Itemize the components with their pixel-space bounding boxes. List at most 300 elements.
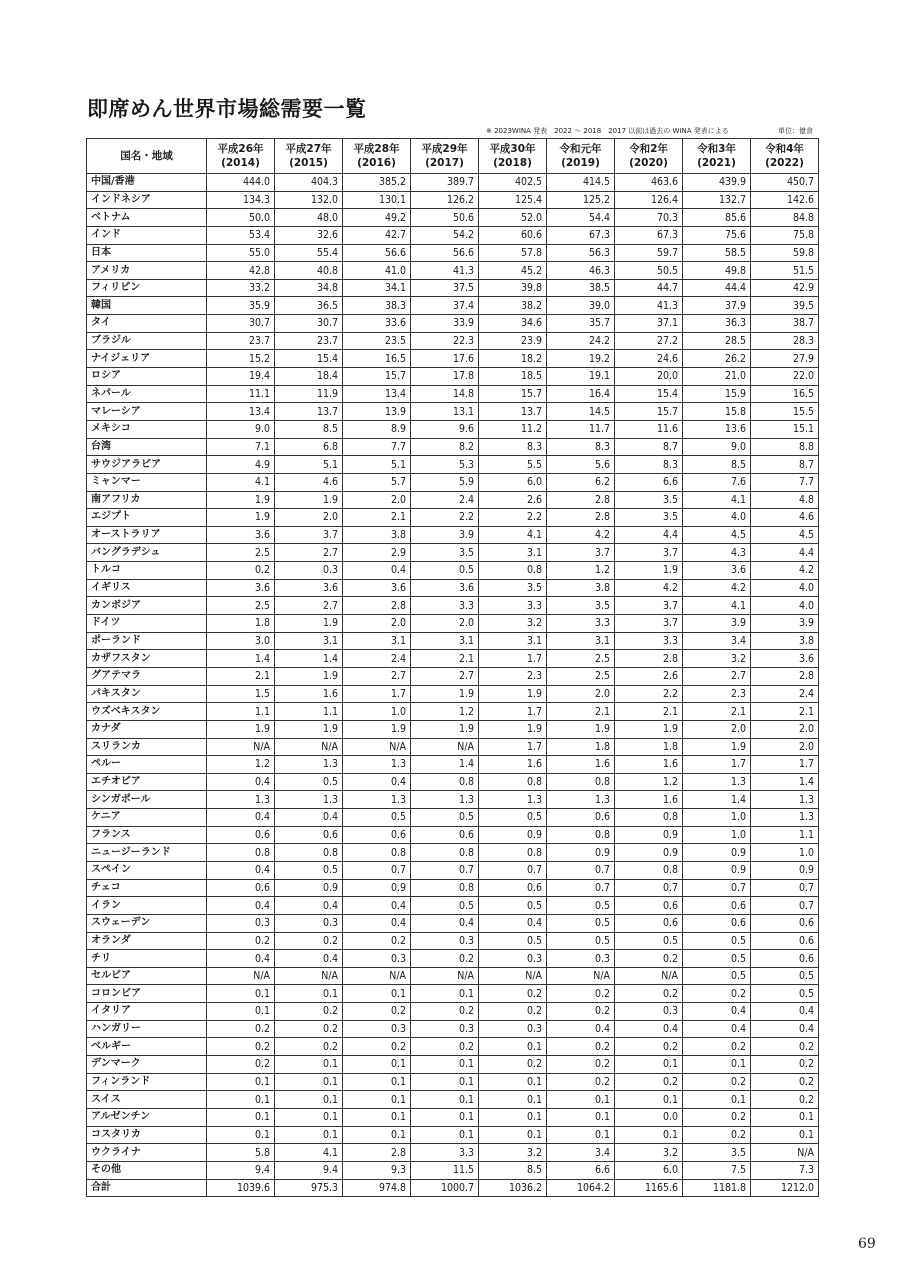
value-cell: 3.6 xyxy=(207,526,275,544)
value-cell: 1.3 xyxy=(343,791,411,809)
value-cell: 0.2 xyxy=(615,1073,683,1091)
value-cell: 36.5 xyxy=(275,297,343,315)
value-cell: 0.2 xyxy=(479,985,547,1003)
value-cell: 1.9 xyxy=(615,720,683,738)
region-name-cell: ベルギー xyxy=(87,1038,207,1056)
value-cell: 15.4 xyxy=(615,385,683,403)
value-cell: 0.3 xyxy=(479,950,547,968)
value-cell: 4.4 xyxy=(615,526,683,544)
value-cell: 22.3 xyxy=(411,332,479,350)
value-cell: 2.1 xyxy=(547,703,615,721)
value-cell: 0.2 xyxy=(207,1020,275,1038)
value-cell: 0.7 xyxy=(547,879,615,897)
value-cell: 4.1 xyxy=(479,526,547,544)
value-cell: 4.5 xyxy=(751,526,819,544)
value-cell: 6.6 xyxy=(615,473,683,491)
value-cell: 0.2 xyxy=(275,1003,343,1021)
value-cell: 38.5 xyxy=(547,279,615,297)
value-cell: 0.4 xyxy=(615,1020,683,1038)
value-cell: 2.8 xyxy=(343,597,411,615)
ad-label: (2014) xyxy=(221,157,260,169)
value-cell: 0.6 xyxy=(615,897,683,915)
value-cell: 1.9 xyxy=(275,720,343,738)
value-cell: 4.2 xyxy=(751,562,819,580)
region-name-cell: コロンビア xyxy=(87,985,207,1003)
value-cell: 0.1 xyxy=(343,1073,411,1091)
value-cell: 4.0 xyxy=(751,579,819,597)
table-row xyxy=(87,491,819,509)
value-cell: 15.7 xyxy=(479,385,547,403)
value-cell: 1.2 xyxy=(207,756,275,774)
value-cell: 2.8 xyxy=(547,491,615,509)
value-cell: 15.8 xyxy=(683,403,751,421)
value-cell: 0.4 xyxy=(343,914,411,932)
value-cell: 0.2 xyxy=(411,1038,479,1056)
value-cell: 0.1 xyxy=(343,1126,411,1144)
value-cell: 0.1 xyxy=(207,1091,275,1109)
table-row xyxy=(87,350,819,368)
value-cell: 2.1 xyxy=(411,650,479,668)
value-cell: 0.3 xyxy=(343,1020,411,1038)
value-cell: 52.0 xyxy=(479,209,547,227)
value-cell: 0.5 xyxy=(479,809,547,827)
value-cell: 0.2 xyxy=(207,1056,275,1074)
value-cell: 3.3 xyxy=(411,597,479,615)
value-cell: 130.1 xyxy=(343,191,411,209)
value-cell: 0.7 xyxy=(479,861,547,879)
value-cell: 3.2 xyxy=(479,615,547,633)
value-cell: 1.3 xyxy=(683,773,751,791)
region-name-cell: マレーシア xyxy=(87,403,207,421)
value-cell: 37.4 xyxy=(411,297,479,315)
region-name-cell: タイ xyxy=(87,315,207,333)
table-row xyxy=(87,579,819,597)
value-cell: 2.2 xyxy=(615,685,683,703)
value-cell: 18.4 xyxy=(275,368,343,386)
value-cell: 126.4 xyxy=(615,191,683,209)
value-cell: 60.6 xyxy=(479,226,547,244)
value-cell: 0.7 xyxy=(683,879,751,897)
value-cell: 4.1 xyxy=(683,597,751,615)
value-cell: 16.5 xyxy=(343,350,411,368)
region-name-cell: 合計 xyxy=(87,1179,207,1197)
value-cell: 1.9 xyxy=(275,615,343,633)
value-cell: 39.8 xyxy=(479,279,547,297)
value-cell: 0.2 xyxy=(207,1038,275,1056)
value-cell: 0.2 xyxy=(683,985,751,1003)
value-cell: 2.3 xyxy=(683,685,751,703)
value-cell: 3.6 xyxy=(683,562,751,580)
value-cell: N/A xyxy=(275,738,343,756)
value-cell: 0.2 xyxy=(275,932,343,950)
value-cell: 2.6 xyxy=(479,491,547,509)
value-cell: 5.1 xyxy=(275,456,343,474)
value-cell: 3.6 xyxy=(343,579,411,597)
era-label: 令和4年 xyxy=(765,143,804,155)
value-cell: 42.7 xyxy=(343,226,411,244)
value-cell: 1.3 xyxy=(479,791,547,809)
value-cell: 3.0 xyxy=(207,632,275,650)
region-name-cell: カンボジア xyxy=(87,597,207,615)
value-cell: 15.7 xyxy=(615,403,683,421)
value-cell: 1.9 xyxy=(411,685,479,703)
region-name-cell: デンマーク xyxy=(87,1056,207,1074)
value-cell: 1.9 xyxy=(343,720,411,738)
value-cell: 0.8 xyxy=(411,844,479,862)
value-cell: 0.1 xyxy=(207,1126,275,1144)
value-cell: 4.0 xyxy=(751,597,819,615)
value-cell: 0.6 xyxy=(275,826,343,844)
value-cell: 0.4 xyxy=(683,1020,751,1038)
region-name-cell: スイス xyxy=(87,1091,207,1109)
value-cell: 1.6 xyxy=(547,756,615,774)
value-cell: 1.4 xyxy=(683,791,751,809)
value-cell: 0.3 xyxy=(343,950,411,968)
value-cell: 6.2 xyxy=(547,473,615,491)
value-cell: 0.8 xyxy=(615,809,683,827)
value-cell: 9.4 xyxy=(275,1161,343,1179)
value-cell: 0.7 xyxy=(751,897,819,915)
value-cell: 51.5 xyxy=(751,262,819,280)
value-cell: 1.7 xyxy=(751,756,819,774)
value-cell: 0.1 xyxy=(207,985,275,1003)
value-cell: 9.6 xyxy=(411,420,479,438)
value-cell: 0.5 xyxy=(479,897,547,915)
value-cell: 0.8 xyxy=(411,879,479,897)
value-cell: 5.1 xyxy=(343,456,411,474)
value-cell: 2.5 xyxy=(207,597,275,615)
value-cell: 54.4 xyxy=(547,209,615,227)
value-cell: 0.9 xyxy=(615,826,683,844)
value-cell: 450.7 xyxy=(751,174,819,192)
value-cell: 24.2 xyxy=(547,332,615,350)
value-cell: 0.3 xyxy=(615,1003,683,1021)
value-cell: 0.4 xyxy=(343,773,411,791)
value-cell: 0.5 xyxy=(683,967,751,985)
value-cell: 0.1 xyxy=(275,1056,343,1074)
value-cell: 35.7 xyxy=(547,315,615,333)
value-cell: 0.1 xyxy=(751,1126,819,1144)
demand-table xyxy=(86,138,819,1197)
value-cell: 0.5 xyxy=(275,861,343,879)
value-cell: 1.9 xyxy=(683,738,751,756)
value-cell: 0.1 xyxy=(479,1108,547,1126)
value-cell: 0.9 xyxy=(683,844,751,862)
region-name-cell: トルコ xyxy=(87,562,207,580)
year-column-header xyxy=(343,139,411,174)
value-cell: 0.6 xyxy=(751,950,819,968)
value-cell: 2.5 xyxy=(207,544,275,562)
value-cell: 0.1 xyxy=(615,1091,683,1109)
value-cell: 1.3 xyxy=(275,756,343,774)
value-cell: 8.9 xyxy=(343,420,411,438)
page-number: 69 xyxy=(858,1236,876,1252)
region-name-cell: 韓国 xyxy=(87,297,207,315)
table-row xyxy=(87,1108,819,1126)
value-cell: 0.2 xyxy=(343,1038,411,1056)
value-cell: 0.7 xyxy=(411,861,479,879)
value-cell: 0.1 xyxy=(275,1126,343,1144)
value-cell: 67.3 xyxy=(615,226,683,244)
value-cell: 3.2 xyxy=(479,1144,547,1162)
value-cell: 0.9 xyxy=(547,844,615,862)
value-cell: 0.3 xyxy=(275,914,343,932)
value-cell: 8.5 xyxy=(275,420,343,438)
value-cell: 3.7 xyxy=(615,544,683,562)
value-cell: 0.1 xyxy=(411,1091,479,1109)
era-label: 令和元年 xyxy=(559,143,602,155)
value-cell: 0.1 xyxy=(479,1126,547,1144)
value-cell: 4.2 xyxy=(615,579,683,597)
value-cell: 2.8 xyxy=(751,667,819,685)
value-cell: 8.5 xyxy=(683,456,751,474)
value-cell: 0.1 xyxy=(207,1073,275,1091)
region-name-cell: ウズベキスタン xyxy=(87,703,207,721)
region-name-cell: ウクライナ xyxy=(87,1144,207,1162)
value-cell: 2.7 xyxy=(275,597,343,615)
value-cell: 1000.7 xyxy=(411,1179,479,1197)
value-cell: 7.1 xyxy=(207,438,275,456)
value-cell: 3.6 xyxy=(207,579,275,597)
value-cell: 28.3 xyxy=(751,332,819,350)
table-row xyxy=(87,1091,819,1109)
value-cell: 0.9 xyxy=(615,844,683,862)
value-cell: 0.9 xyxy=(479,826,547,844)
value-cell: 0.2 xyxy=(275,1038,343,1056)
value-cell: 30.7 xyxy=(207,315,275,333)
value-cell: 125.2 xyxy=(547,191,615,209)
value-cell: 3.5 xyxy=(547,597,615,615)
value-cell: 0.1 xyxy=(275,1091,343,1109)
value-cell: 0.2 xyxy=(615,950,683,968)
value-cell: 26.2 xyxy=(683,350,751,368)
value-cell: 0.2 xyxy=(615,985,683,1003)
table-row xyxy=(87,897,819,915)
value-cell: 1.6 xyxy=(615,756,683,774)
value-cell: 2.0 xyxy=(275,509,343,527)
value-cell: 6.0 xyxy=(615,1161,683,1179)
value-cell: 4.1 xyxy=(207,473,275,491)
value-cell: 2.0 xyxy=(343,615,411,633)
value-cell: 33.2 xyxy=(207,279,275,297)
value-cell: 16.5 xyxy=(751,385,819,403)
region-name-cell: チェコ xyxy=(87,879,207,897)
region-name-cell: メキシコ xyxy=(87,420,207,438)
value-cell: 0.5 xyxy=(343,809,411,827)
value-cell: 1.9 xyxy=(615,562,683,580)
value-cell: N/A xyxy=(275,967,343,985)
value-cell: 13.4 xyxy=(207,403,275,421)
value-cell: 0.4 xyxy=(751,1020,819,1038)
value-cell: 0.6 xyxy=(615,914,683,932)
value-cell: 15.4 xyxy=(275,350,343,368)
value-cell: 0.1 xyxy=(207,1003,275,1021)
value-cell: 0.2 xyxy=(683,1038,751,1056)
value-cell: 0.3 xyxy=(275,562,343,580)
value-cell: 48.0 xyxy=(275,209,343,227)
value-cell: 0.6 xyxy=(751,932,819,950)
value-cell: 49.2 xyxy=(343,209,411,227)
value-cell: 8.7 xyxy=(615,438,683,456)
region-name-cell: アルゼンチン xyxy=(87,1108,207,1126)
region-name-cell: インドネシア xyxy=(87,191,207,209)
value-cell: 1.5 xyxy=(207,685,275,703)
value-cell: 0.1 xyxy=(411,985,479,1003)
value-cell: 2.7 xyxy=(683,667,751,685)
value-cell: 0.7 xyxy=(751,879,819,897)
value-cell: 0.3 xyxy=(411,1020,479,1038)
ad-label: (2021) xyxy=(697,157,736,169)
value-cell: 4.9 xyxy=(207,456,275,474)
value-cell: 1.4 xyxy=(275,650,343,668)
value-cell: 1.2 xyxy=(615,773,683,791)
region-name-cell: 台湾 xyxy=(87,438,207,456)
value-cell: 5.5 xyxy=(479,456,547,474)
value-cell: 1.3 xyxy=(207,791,275,809)
value-cell: 463.6 xyxy=(615,174,683,192)
value-cell: 19.1 xyxy=(547,368,615,386)
value-cell: 3.9 xyxy=(683,615,751,633)
value-cell: 0.0 xyxy=(615,1108,683,1126)
value-cell: 41.0 xyxy=(343,262,411,280)
region-name-cell: ポーランド xyxy=(87,632,207,650)
value-cell: 19.4 xyxy=(207,368,275,386)
value-cell: 1.9 xyxy=(479,720,547,738)
value-cell: 1.4 xyxy=(207,650,275,668)
value-cell: 4.2 xyxy=(683,579,751,597)
value-cell: 34.1 xyxy=(343,279,411,297)
value-cell: 1.7 xyxy=(343,685,411,703)
table-row xyxy=(87,226,819,244)
value-cell: 75.6 xyxy=(683,226,751,244)
year-column-header xyxy=(411,139,479,174)
region-name-cell: ナイジェリア xyxy=(87,350,207,368)
value-cell: 2.1 xyxy=(751,703,819,721)
value-cell: 0.2 xyxy=(751,1073,819,1091)
value-cell: 0.1 xyxy=(547,1126,615,1144)
value-cell: 0.7 xyxy=(547,861,615,879)
value-cell: 3.5 xyxy=(615,491,683,509)
value-cell: 1.4 xyxy=(411,756,479,774)
value-cell: 1.2 xyxy=(547,562,615,580)
value-cell: 2.2 xyxy=(411,509,479,527)
value-cell: 15.5 xyxy=(751,403,819,421)
value-cell: 38.7 xyxy=(751,315,819,333)
value-cell: 5.7 xyxy=(343,473,411,491)
value-cell: 33.6 xyxy=(343,315,411,333)
value-cell: 1.6 xyxy=(479,756,547,774)
value-cell: 0.5 xyxy=(751,985,819,1003)
value-cell: 0.6 xyxy=(479,879,547,897)
value-cell: 0.1 xyxy=(479,1073,547,1091)
value-cell: 2.8 xyxy=(615,650,683,668)
value-cell: 7.7 xyxy=(343,438,411,456)
value-cell: 0.2 xyxy=(683,1126,751,1144)
value-cell: 11.1 xyxy=(207,385,275,403)
value-cell: 59.7 xyxy=(615,244,683,262)
value-cell: 0.5 xyxy=(547,932,615,950)
value-cell: 15.2 xyxy=(207,350,275,368)
value-cell: N/A xyxy=(343,738,411,756)
value-cell: 132.0 xyxy=(275,191,343,209)
value-cell: 24.6 xyxy=(615,350,683,368)
year-column-header xyxy=(275,139,343,174)
value-cell: 17.6 xyxy=(411,350,479,368)
value-cell: 3.1 xyxy=(479,544,547,562)
table-row xyxy=(87,720,819,738)
value-cell: 1.1 xyxy=(275,703,343,721)
value-cell: 3.7 xyxy=(615,615,683,633)
value-cell: 0.6 xyxy=(751,914,819,932)
value-cell: 385.2 xyxy=(343,174,411,192)
value-cell: 0.8 xyxy=(411,773,479,791)
value-cell: 0.2 xyxy=(275,1020,343,1038)
value-cell: 40.8 xyxy=(275,262,343,280)
value-cell: 6.0 xyxy=(479,473,547,491)
region-name-cell: アメリカ xyxy=(87,262,207,280)
value-cell: 1.3 xyxy=(751,809,819,827)
value-cell: 1.0 xyxy=(343,703,411,721)
table-row xyxy=(87,738,819,756)
value-cell: 0.1 xyxy=(615,1056,683,1074)
value-cell: 39.0 xyxy=(547,297,615,315)
value-cell: 14.5 xyxy=(547,403,615,421)
region-name-cell: ハンガリー xyxy=(87,1020,207,1038)
value-cell: 32.6 xyxy=(275,226,343,244)
value-cell: 6.6 xyxy=(547,1161,615,1179)
value-cell: 3.6 xyxy=(751,650,819,668)
value-cell: 0.1 xyxy=(683,1091,751,1109)
value-cell: 37.9 xyxy=(683,297,751,315)
region-column-header: 国名・地域 xyxy=(87,139,207,174)
value-cell: 46.3 xyxy=(547,262,615,280)
region-name-cell: スリランカ xyxy=(87,738,207,756)
value-cell: 3.7 xyxy=(615,597,683,615)
value-cell: 125.4 xyxy=(479,191,547,209)
value-cell: 27.9 xyxy=(751,350,819,368)
table-row xyxy=(87,262,819,280)
value-cell: 3.4 xyxy=(547,1144,615,1162)
value-cell: 55.0 xyxy=(207,244,275,262)
value-cell: N/A xyxy=(479,967,547,985)
value-cell: 15.7 xyxy=(343,368,411,386)
value-cell: 0.1 xyxy=(343,1091,411,1109)
value-cell: 3.5 xyxy=(683,1144,751,1162)
value-cell: 1.9 xyxy=(547,720,615,738)
value-cell: 33.9 xyxy=(411,315,479,333)
value-cell: 1036.2 xyxy=(479,1179,547,1197)
value-cell: 0.2 xyxy=(207,562,275,580)
region-name-cell: コスタリカ xyxy=(87,1126,207,1144)
value-cell: 1.6 xyxy=(275,685,343,703)
value-cell: 0.3 xyxy=(207,914,275,932)
value-cell: 50.6 xyxy=(411,209,479,227)
value-cell: 18.5 xyxy=(479,368,547,386)
value-cell: 1.9 xyxy=(275,491,343,509)
value-cell: 0.5 xyxy=(479,932,547,950)
value-cell: 8.3 xyxy=(615,456,683,474)
value-cell: 2.3 xyxy=(479,667,547,685)
value-cell: 53.4 xyxy=(207,226,275,244)
year-column-header xyxy=(751,139,819,174)
value-cell: 0.4 xyxy=(207,809,275,827)
value-cell: 1.7 xyxy=(479,703,547,721)
value-cell: 0.6 xyxy=(683,914,751,932)
table-row xyxy=(87,1179,819,1197)
value-cell: 9.4 xyxy=(207,1161,275,1179)
value-cell: 49.8 xyxy=(683,262,751,280)
value-cell: 0.1 xyxy=(683,1056,751,1074)
